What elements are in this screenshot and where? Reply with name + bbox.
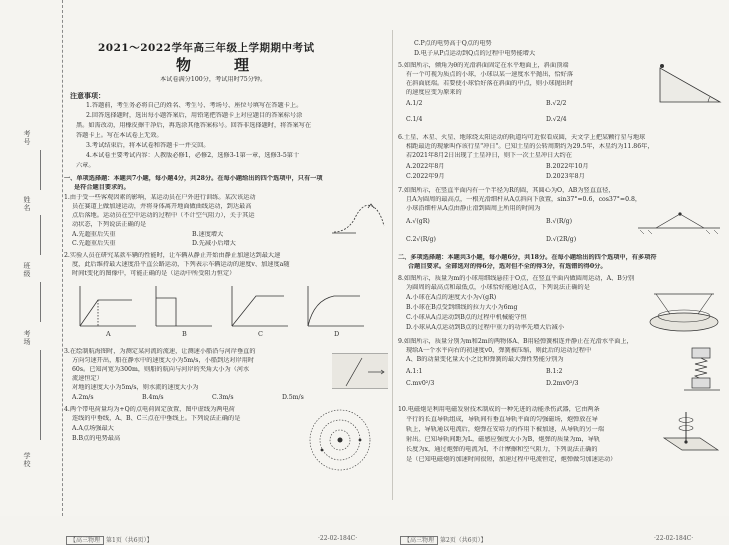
side-label-school: 学校	[23, 452, 31, 468]
q10-line: 平行的长直导轨组成，导轨间有垂直导轨平面的匀强磁场，炮弹放在导	[406, 416, 598, 423]
q7-option-d: D.√(2R/g)	[546, 236, 577, 243]
side-label-room: 考场	[23, 330, 31, 346]
q5-incline-figure	[658, 62, 722, 106]
q3-option-b: B.4m/s	[142, 394, 164, 401]
notice-line: 黑。如需改动，用橡皮擦干净后，再选涂其他答案标号。回答非选择题时，将答案写在	[76, 122, 312, 129]
q7-line: 且A为圆周的最高点，一根光滑细杆从A点斜向下放置，sin37°=0.6，cos37°=0.8，	[406, 196, 642, 203]
section1-heading-cont: 是符合题目要求的。	[74, 184, 130, 191]
q2-graphs	[76, 282, 376, 338]
column-divider	[392, 30, 393, 500]
q8-option-c: C.小球从A点运动到B点的过程中机械能守恒	[406, 314, 527, 321]
footer-page: 第1页（共6页）】	[105, 537, 153, 544]
q1-option-d: D.先减小后增大	[192, 240, 236, 247]
q3-option-c: C.3m/s	[212, 394, 234, 401]
q10-line: 轨上，导轨通以电流后，炮弹在安培力的作用下被加速，从导轨的另一端	[406, 426, 604, 433]
q10-line: 10.电磁炮是利用电磁发射技术制成的一种先进的动能杀伤武器，它由两条	[398, 406, 600, 413]
q3-river-figure	[332, 350, 388, 392]
graph-label: D	[334, 330, 340, 338]
q1-option-b: B.速度增大	[192, 231, 224, 238]
q4-charge-figure	[298, 404, 382, 476]
right-column	[396, 32, 726, 544]
q10-line: 是（已知电磁炮的加速时间很短，加速过程中电流恒定，炮弹做匀加速运动）	[406, 456, 617, 463]
exam-title: 2021～2022学年高三年级上学期期中考试	[98, 42, 315, 54]
q4-option-d: D.电子从P点运动到Q点的过程中电势能增大	[414, 50, 536, 57]
q2-line: 度，此后维持最大速度沿平直公路运动，下列表示车辆运动的速度v、加速度a随	[72, 261, 290, 268]
q5-line: 在斜面底端。若要使小球恰好落在斜面的中点，则小球抛出时	[406, 80, 574, 87]
q9-line: A、B的动量变化量大小之比和弹簧的最大弹性势能分别为	[406, 356, 564, 363]
q5-line: 的速度应变为原来的	[406, 89, 462, 96]
side-rule	[40, 350, 41, 440]
footer-code: ·22-02-184C·	[318, 535, 358, 542]
graph-c	[232, 286, 288, 326]
q1-option-a: A.先超重后失重	[72, 231, 116, 238]
graph-b	[156, 286, 212, 326]
side-rule	[40, 150, 41, 190]
q10-line: 射出。已知导轨间距为L，磁感应强度大小为B，炮弹的质量为m，导轨	[406, 436, 600, 443]
q9-option-b: B.1:2	[546, 368, 563, 375]
q3-line: 方向匀速开出，船在静水中的速度大小为5m/s，小船到达对岸用时	[72, 357, 255, 364]
q4-line: 连线的中垂线，A、B、C三点在中垂线上。下列说法正确的是	[72, 415, 241, 422]
q10-railgun-figure	[660, 408, 722, 454]
graph-d	[308, 286, 364, 326]
q8-line: 8.如图所示，质量为m的小球用细线悬挂于O点，在竖直平面内做圆周运动，A、B分别	[398, 275, 635, 282]
q6-option-c: C.2022年9月	[406, 173, 445, 180]
q5-line: 有一个可视为质点的小球，小球以某一速度水平抛出，恰好落	[406, 71, 574, 78]
q6-option-a: A.2022年8月	[406, 163, 445, 170]
q1-trajectory-figure	[332, 196, 388, 236]
side-label-name: 姓名	[23, 196, 31, 212]
q5-option-a: A.1/2	[406, 100, 423, 107]
q9-line: 9.如图所示，质量分别为m和2m的两物体A、B用轻弹簧相连并静止在光滑水平面上，	[398, 338, 633, 345]
q6-line: 6.土星、木星、火星、地球绕太阳运动的轨道均可近似看成圆，天文学上把某颗行星与地球	[398, 134, 646, 141]
side-label-class: 班级	[23, 262, 31, 278]
q7-option-a: A.√(gR)	[406, 218, 430, 225]
right-footer	[400, 535, 487, 544]
left-column	[62, 32, 390, 544]
q3-line: 流速恒定）	[72, 375, 103, 382]
q4-option-b: B.B点的电势最高	[72, 435, 121, 442]
q6-option-b: B.2022年10月	[546, 163, 589, 170]
q8-option-a: A.小球在A点的速度大小为√(gR)	[406, 294, 497, 301]
side-rule	[40, 215, 41, 255]
q8-line: 为圆周的最高点和最低点，小球恰好能通过A点，下列说法正确的是	[406, 284, 590, 291]
q8-option-d: D.小球从A点运动到B点的过程中重力的功率先增大后减小	[406, 324, 565, 331]
footer-code: ·22-02-184C·	[654, 535, 694, 542]
q3-line: 3.在绘制航海图时，为测定某河流的流速，让测速小船沿与河岸垂直的	[64, 348, 256, 355]
footer-tag: 【高三物理	[66, 536, 104, 545]
notice-line: 4.本试卷主要考试内容：人教版必修1，必修2，选修3-1第一章，选修3-5第十	[86, 152, 300, 159]
q1-option-c: C.先超重后失重	[72, 240, 116, 247]
q1-line: 员在赛道上做加速运动，并将身体离开地面做曲线运动，到达最高	[72, 203, 252, 210]
q4-line: 4.两个带电荷量均为+Q的点电荷固定放置，图中虚线为两电荷	[64, 406, 235, 413]
q6-option-d: D.2023年8月	[546, 173, 585, 180]
subject-title: 物 理	[176, 56, 264, 74]
section1-heading: 一、单项选择题：本题共7小题，每小题4分，共28分。在每小题给出的四个选项中，只有一项	[64, 175, 323, 182]
side-rule	[40, 282, 41, 322]
notice-line: 答题卡上。写在本试卷上无效。	[76, 132, 163, 139]
q1-line: 动状态，下列说法正确的是	[72, 221, 147, 228]
q5-option-d: D.√2/4	[546, 116, 567, 123]
q5-line: 5.如图所示，倾角为θ的光滑斜面固定在水平地面上，斜面顶端	[398, 62, 569, 69]
q4-option-c: C.P点的电势高于Q点的电势	[414, 40, 492, 47]
q9-option-d: D.2mv0²/3	[546, 380, 579, 387]
q3-option-d: D.5m/s	[282, 394, 304, 401]
q1-line: 点后落地。运动员在空中运动的过程中（不计空气阻力），关于其运	[72, 212, 255, 219]
q3-line: 60s。已知河宽为300m，则船的航向与河岸的夹角大小为（河水	[72, 366, 250, 373]
left-footer	[66, 535, 153, 544]
binding-margin	[0, 0, 63, 516]
notice-line: 2.回答选择题时，选出每小题答案后，用铅笔把答题卡上对应题目的答案标号涂	[86, 112, 303, 119]
q8-pendulum-figure	[646, 290, 722, 334]
graph-a	[80, 286, 136, 326]
q7-line: 7.如图所示，在竖直平面内有一个半径为R的圆，其圆心为O，AB为竖直直径，	[398, 187, 615, 194]
intro-note: 本试卷满分100分，考试用时75分钟。	[160, 76, 267, 83]
q8-option-b: B.小球在B点受到细线的拉力大小为6mg	[406, 304, 518, 311]
notice-line: 3.考试结束后，将本试卷和答题卡一并交回。	[86, 142, 210, 149]
q4-option-a: A.A点场强最大	[72, 425, 114, 432]
side-label-exam-no: 考号	[23, 130, 31, 146]
q10-line: 长度为x，通过炮弹的电流为I，不计摩擦和空气阻力，下列说法正确的	[406, 446, 598, 453]
q9-line: 现给A一个水平向右的初速度v0，弹簧被压缩，则此后的运动过程中	[406, 347, 592, 354]
q7-option-c: C.2√(R/g)	[406, 236, 436, 243]
section2-heading-cont: 合题目要求。全部选对的得6分，选对但不全的得3分，有选错的得0分。	[408, 263, 607, 270]
q5-option-b: B.√2/2	[546, 100, 567, 107]
q3-option-a: A.2m/s	[72, 394, 94, 401]
q2-line: 2.实验人员在研究某款车辆的性能时，让车辆从静止开始由静止加速达到最大速	[64, 252, 281, 259]
q9-spring-figure	[682, 344, 722, 400]
graph-label: A	[106, 330, 111, 338]
section2-heading: 二、多项选择题：本题共3小题，每小题6分，共18分。在每小题给出的四个选项中，有多项符	[398, 254, 657, 261]
q6-line: 若2021年8月2日出现了土星冲日，则下一次土星冲日大约在	[406, 152, 572, 159]
q7-line: 小球沿细杆从A点由静止滑到圆周上所用的时间为	[406, 205, 541, 212]
q2-line: 时间t变化的图像中，可能正确的是（运动中所受阻力恒定）	[72, 270, 236, 277]
q9-option-c: C.mv0²/3	[406, 380, 435, 387]
notice-line: 1.答题前，考生务必将自己的姓名、考生号、考场号、座位号填写在答题卡上。	[86, 102, 303, 109]
q7-option-b: B.√(R/g)	[546, 218, 572, 225]
q6-line: 相距最近的现象叫作该行星"冲日"。已知土星的公转周期约为29.5年，木星约为11.86年，	[406, 143, 654, 150]
notice-heading: 注意事项：	[70, 92, 105, 100]
graph-label: C	[258, 330, 263, 338]
footer-tag: 【高三物理	[400, 536, 438, 545]
q1-line: 1.由于受一些客观因素的影响，某运动员在户外进行训练。某次该运动	[64, 194, 256, 201]
footer-page: 第2页（共6页）】	[439, 537, 487, 544]
q7-circle-figure	[636, 206, 722, 250]
notice-line: 六章。	[76, 162, 95, 169]
q5-option-c: C.1/4	[406, 116, 423, 123]
q9-option-a: A.1:1	[406, 368, 423, 375]
q3-line: 对地的速度大小为5m/s，则水流的速度大小为	[72, 384, 199, 391]
graph-label: B	[182, 330, 187, 338]
